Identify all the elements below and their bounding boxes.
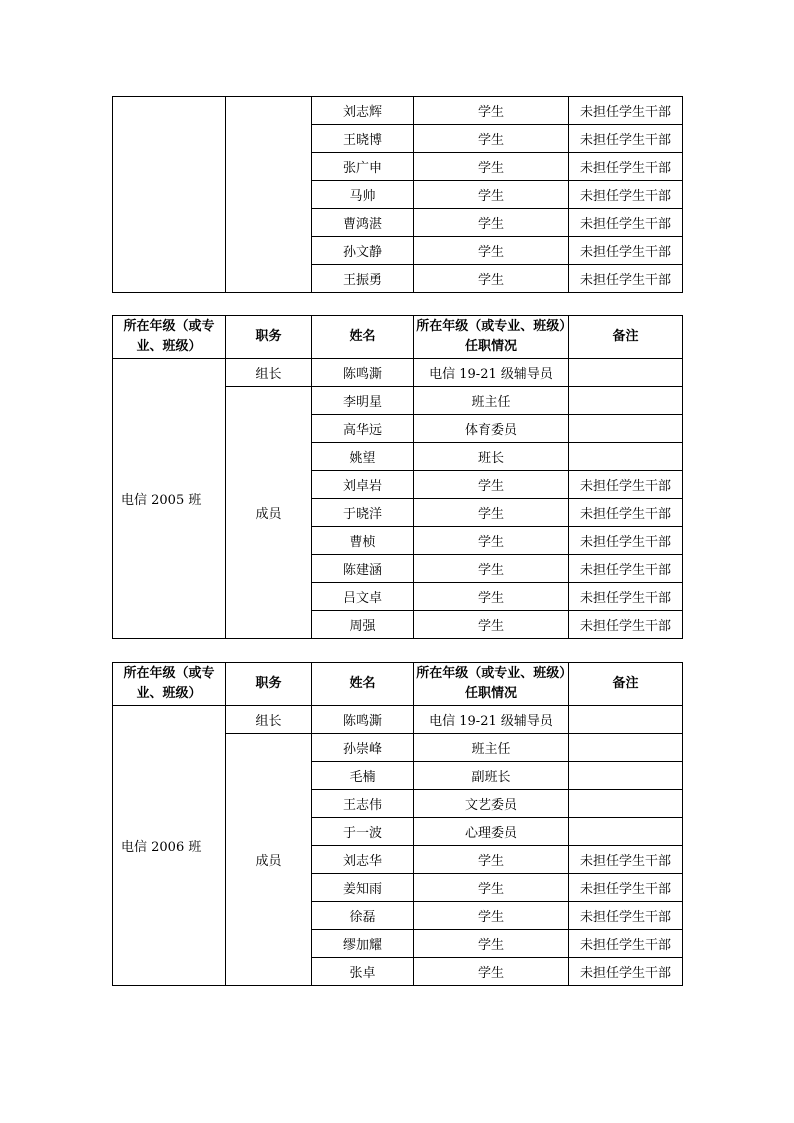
note-cell <box>569 734 683 762</box>
name-cell: 缪加耀 <box>312 930 414 958</box>
name-cell: 张卓 <box>312 958 414 986</box>
note-cell: 未担任学生干部 <box>569 499 683 527</box>
name-cell: 周强 <box>312 611 414 639</box>
name-cell: 毛楠 <box>312 762 414 790</box>
position-cell: 学生 <box>414 237 569 265</box>
role-cell <box>226 97 312 293</box>
position-cell: 学生 <box>414 583 569 611</box>
header-note: 备注 <box>569 316 683 359</box>
name-cell: 王志伟 <box>312 790 414 818</box>
role-cell: 成员 <box>226 734 312 986</box>
position-cell: 班主任 <box>414 387 569 415</box>
position-cell: 学生 <box>414 153 569 181</box>
note-cell <box>569 706 683 734</box>
note-cell: 未担任学生干部 <box>569 958 683 986</box>
roster-table-2006 <box>112 662 683 986</box>
header-class: 所在年级（或专业、班级） <box>113 663 226 706</box>
position-cell: 心理委员 <box>414 818 569 846</box>
name-cell: 于一波 <box>312 818 414 846</box>
header-name: 姓名 <box>312 316 414 359</box>
name-cell: 孙崇峰 <box>312 734 414 762</box>
note-cell: 未担任学生干部 <box>569 583 683 611</box>
header-position: 所在年级（或专业、班级）任职情况 <box>414 663 569 706</box>
note-cell: 未担任学生干部 <box>569 209 683 237</box>
note-cell: 未担任学生干部 <box>569 237 683 265</box>
name-cell: 刘志华 <box>312 846 414 874</box>
position-cell: 班长 <box>414 443 569 471</box>
table-row <box>113 359 683 387</box>
position-cell: 学生 <box>414 265 569 293</box>
name-cell: 陈建涵 <box>312 555 414 583</box>
name-cell: 姚望 <box>312 443 414 471</box>
position-cell: 学生 <box>414 555 569 583</box>
position-cell: 副班长 <box>414 762 569 790</box>
note-cell: 未担任学生干部 <box>569 265 683 293</box>
name-cell: 王晓博 <box>312 125 414 153</box>
note-cell: 未担任学生干部 <box>569 555 683 583</box>
note-cell: 未担任学生干部 <box>569 125 683 153</box>
note-cell: 未担任学生干部 <box>569 153 683 181</box>
note-cell: 未担任学生干部 <box>569 611 683 639</box>
class-cell: 电信 2006 班 <box>113 706 226 986</box>
note-cell: 未担任学生干部 <box>569 181 683 209</box>
position-cell: 学生 <box>414 527 569 555</box>
name-cell: 陈鸣澌 <box>312 359 414 387</box>
note-cell: 未担任学生干部 <box>569 874 683 902</box>
table-row <box>113 706 683 734</box>
position-cell: 学生 <box>414 97 569 125</box>
position-cell: 文艺委员 <box>414 790 569 818</box>
position-cell: 学生 <box>414 471 569 499</box>
class-cell <box>113 97 226 293</box>
note-cell <box>569 387 683 415</box>
header-position: 所在年级（或专业、班级）任职情况 <box>414 316 569 359</box>
note-cell <box>569 443 683 471</box>
position-cell: 学生 <box>414 874 569 902</box>
position-cell: 学生 <box>414 930 569 958</box>
position-cell: 体育委员 <box>414 415 569 443</box>
position-cell: 学生 <box>414 181 569 209</box>
note-cell: 未担任学生干部 <box>569 97 683 125</box>
role-cell: 成员 <box>226 387 312 639</box>
position-cell: 电信 19-21 级辅导员 <box>414 359 569 387</box>
name-cell: 姜知雨 <box>312 874 414 902</box>
note-cell: 未担任学生干部 <box>569 527 683 555</box>
name-cell: 孙文静 <box>312 237 414 265</box>
name-cell: 马帅 <box>312 181 414 209</box>
name-cell: 曹鸿湛 <box>312 209 414 237</box>
position-cell: 学生 <box>414 209 569 237</box>
header-name: 姓名 <box>312 663 414 706</box>
note-cell: 未担任学生干部 <box>569 471 683 499</box>
position-cell: 学生 <box>414 499 569 527</box>
position-cell: 学生 <box>414 611 569 639</box>
note-cell <box>569 359 683 387</box>
header-row <box>113 663 683 706</box>
name-cell: 张广申 <box>312 153 414 181</box>
role-cell: 组长 <box>226 359 312 387</box>
header-role: 职务 <box>226 316 312 359</box>
name-cell: 刘卓岩 <box>312 471 414 499</box>
name-cell: 高华远 <box>312 415 414 443</box>
note-cell: 未担任学生干部 <box>569 930 683 958</box>
position-cell: 学生 <box>414 846 569 874</box>
position-cell: 学生 <box>414 902 569 930</box>
note-cell <box>569 818 683 846</box>
name-cell: 曹桢 <box>312 527 414 555</box>
note-cell: 未担任学生干部 <box>569 902 683 930</box>
roster-table-2005 <box>112 315 683 639</box>
name-cell: 徐磊 <box>312 902 414 930</box>
note-cell <box>569 415 683 443</box>
position-cell: 班主任 <box>414 734 569 762</box>
note-cell <box>569 762 683 790</box>
name-cell: 陈鸣澌 <box>312 706 414 734</box>
header-row <box>113 316 683 359</box>
name-cell: 李明星 <box>312 387 414 415</box>
name-cell: 王振勇 <box>312 265 414 293</box>
table-row <box>113 97 683 125</box>
position-cell: 学生 <box>414 125 569 153</box>
position-cell: 电信 19-21 级辅导员 <box>414 706 569 734</box>
note-cell: 未担任学生干部 <box>569 846 683 874</box>
class-cell: 电信 2005 班 <box>113 359 226 639</box>
note-cell <box>569 790 683 818</box>
name-cell: 于晓洋 <box>312 499 414 527</box>
header-role: 职务 <box>226 663 312 706</box>
name-cell: 吕文卓 <box>312 583 414 611</box>
header-note: 备注 <box>569 663 683 706</box>
roster-table-continued <box>112 96 683 293</box>
name-cell: 刘志辉 <box>312 97 414 125</box>
position-cell: 学生 <box>414 958 569 986</box>
header-class: 所在年级（或专业、班级） <box>113 316 226 359</box>
role-cell: 组长 <box>226 706 312 734</box>
